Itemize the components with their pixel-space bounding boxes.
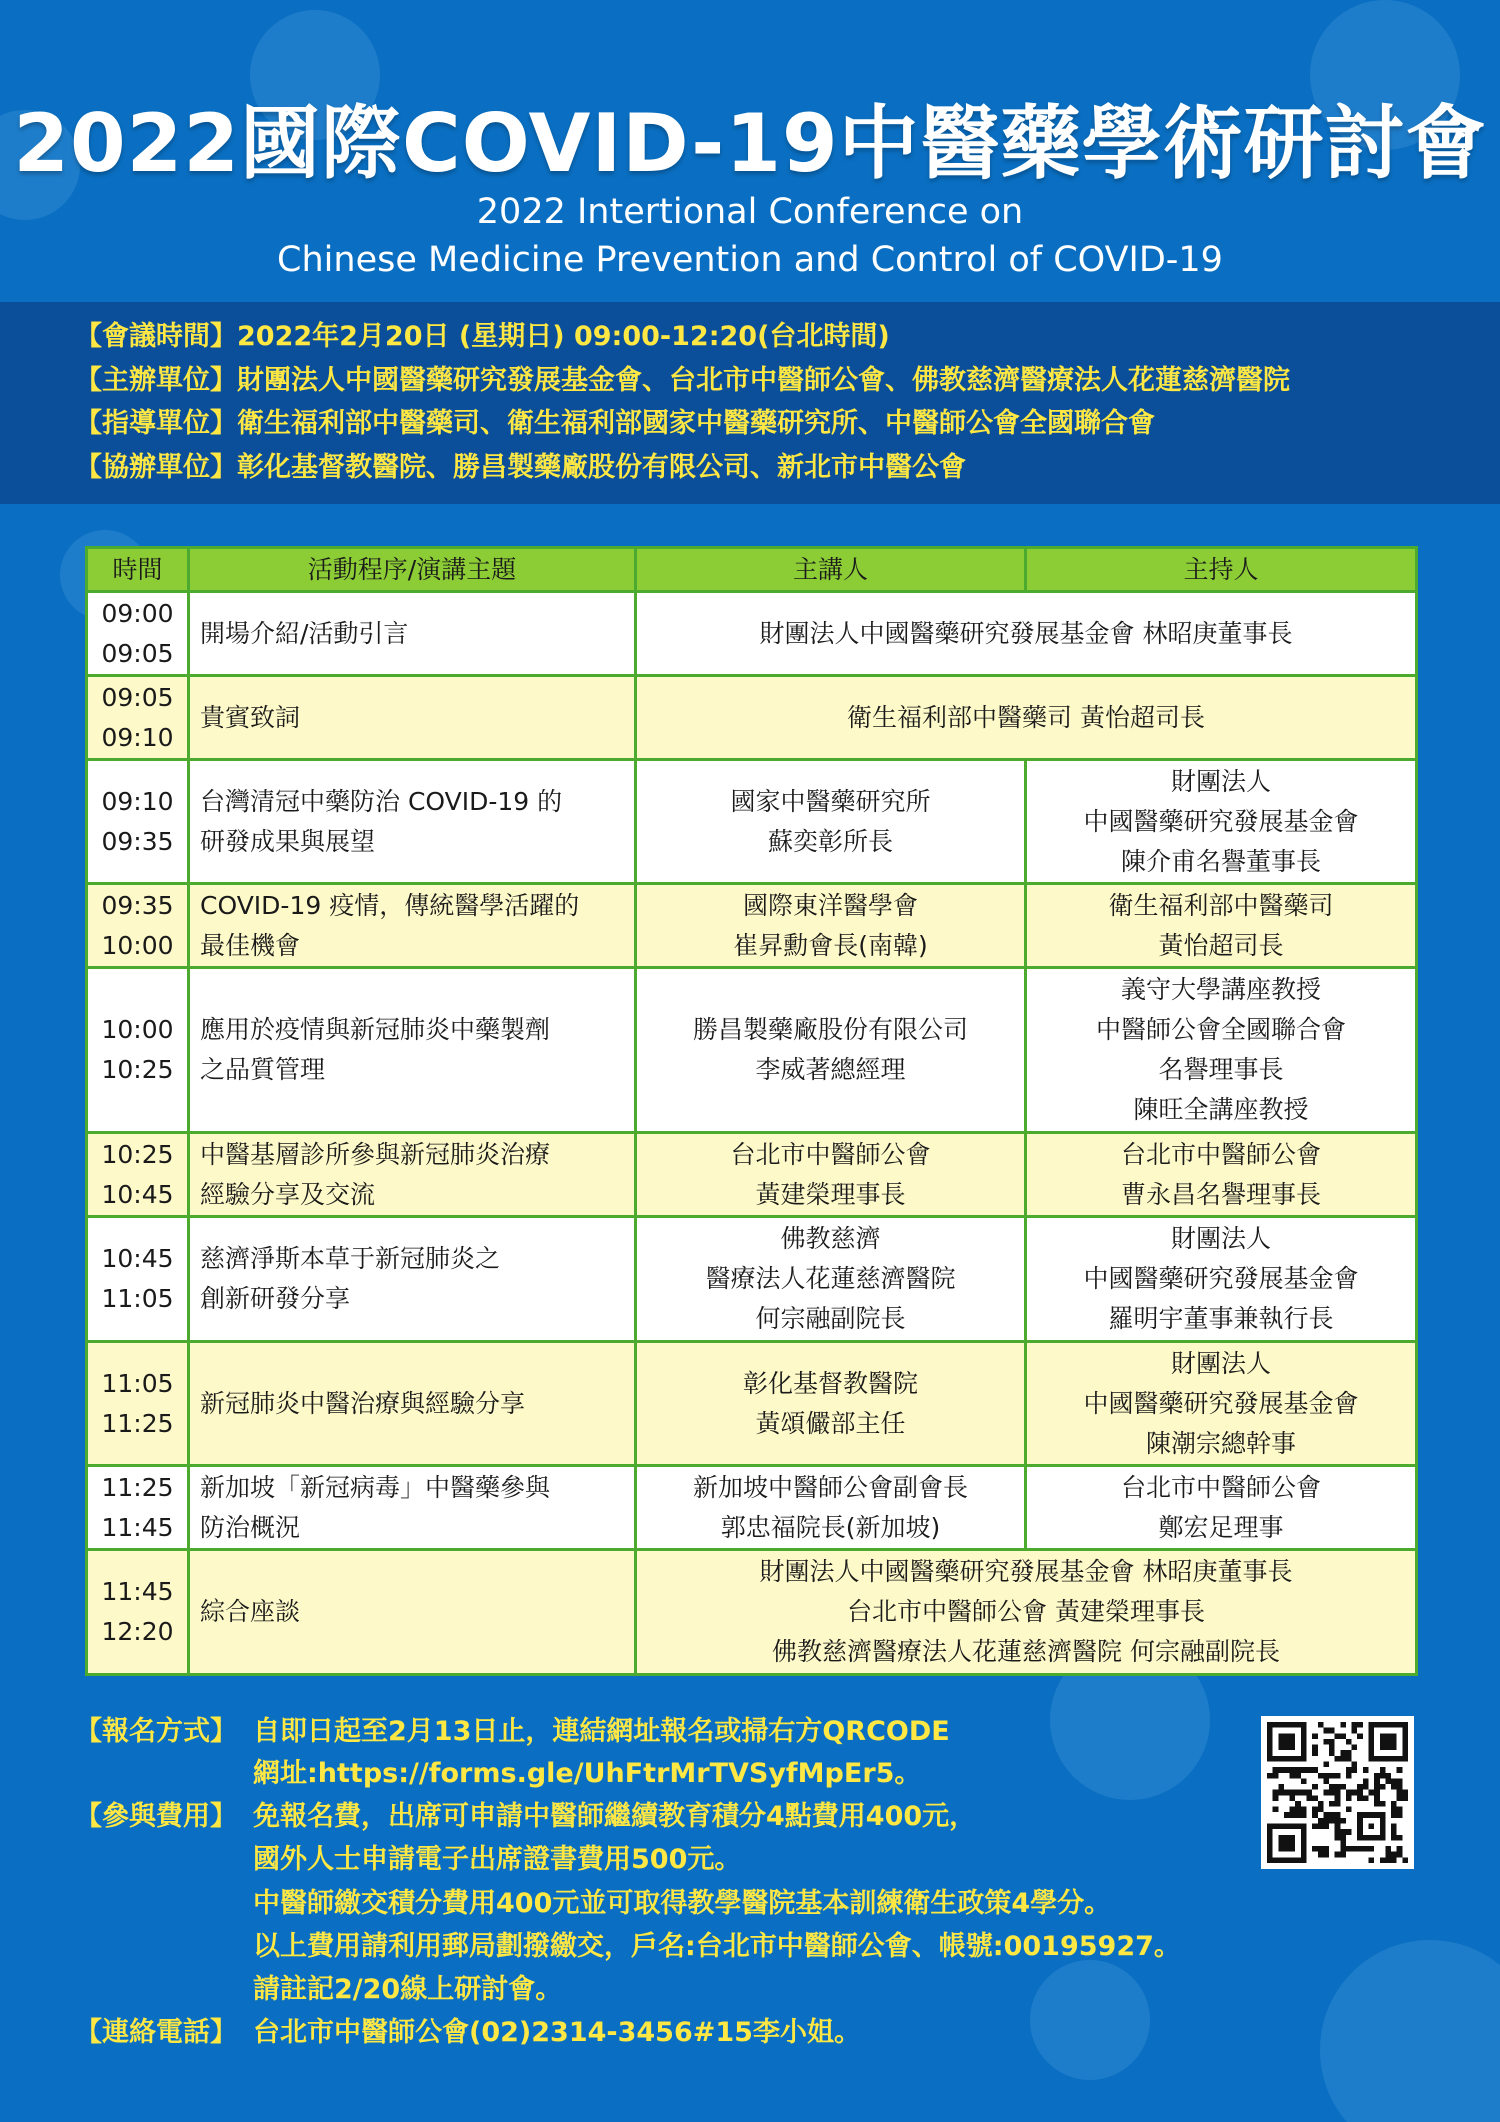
time-cell (87, 1217, 189, 1341)
cell-line: 彰化基督教醫院 (742, 1368, 918, 1398)
topic-cell (189, 592, 636, 676)
header-topic: 活動程序/演講主題 (189, 548, 636, 592)
fee-line: 請註記2/20線上研討會。 (253, 1974, 563, 2005)
table-row (87, 1133, 1417, 1217)
cell-line: 09:05 (101, 682, 174, 712)
time-cell (87, 884, 189, 968)
topic-cell (189, 1217, 636, 1341)
cell-line: 11:05 (101, 1368, 174, 1398)
table-row (87, 592, 1417, 676)
cell-line: 義守大學講座教授 (1120, 975, 1321, 1005)
time-cell (87, 592, 189, 676)
time-cell (87, 676, 189, 760)
cell-line: 09:35 (101, 826, 174, 856)
cell-line: 財團法人中國醫藥研究發展基金會 林昭庚董事長 (759, 618, 1293, 648)
cell-line: 黃頌儼部主任 (755, 1408, 906, 1438)
cell-line: 新加坡中醫師公會副會長 (692, 1472, 968, 1502)
virus-decoration (1320, 1940, 1500, 2122)
cell-line: 國家中醫藥研究所 (730, 786, 931, 816)
fee-line: 中醫師繳交積分費用400元並可取得教學醫院基本訓練衛生政策4學分。 (253, 1888, 1112, 1919)
cell-line: 財團法人 (1170, 766, 1271, 796)
cell-line: 11:45 (101, 1512, 174, 1542)
fee-line: 國外人士申請電子出席證書費用500元。 (253, 1844, 742, 1875)
virus-decoration (1030, 1960, 1150, 2080)
cell-line: 醫療法人花蓮慈濟醫院 (705, 1264, 956, 1294)
cell-line: 曹永昌名譽理事長 (1120, 1179, 1321, 1209)
cell-line: 何宗融副院長 (755, 1304, 906, 1334)
topic-cell (189, 1133, 636, 1217)
cell-line: 09:35 (101, 890, 174, 920)
time-cell (87, 760, 189, 884)
table-row (87, 676, 1417, 760)
qrcode-icon (1267, 1722, 1408, 1863)
cell-line: 最佳機會 (200, 930, 301, 960)
table-row (87, 884, 1417, 968)
speaker-host-cell (636, 1550, 1417, 1675)
cell-line: 10:45 (101, 1179, 174, 1209)
cell-line: 陳潮宗總幹事 (1145, 1428, 1296, 1458)
cell-line: 衛生福利部中醫藥司 (1108, 890, 1334, 920)
contact-text: 台北市中醫師公會(02)2314-3456#15李小姐。 (253, 2017, 861, 2048)
cell-line: 台北市中醫師公會 (730, 1139, 931, 1169)
cell-line: 10:25 (101, 1139, 174, 1169)
topic-cell (189, 760, 636, 884)
topic-cell (189, 1550, 636, 1675)
cell-line: 李威著總經理 (755, 1055, 906, 1085)
cell-line: 防治概況 (200, 1512, 301, 1542)
cell-line: 財團法人 (1170, 1224, 1271, 1254)
register-url[interactable]: 網址:https://forms.gle/UhFtrMrTVSyfMpEr5。 (253, 1758, 922, 1789)
topic-cell (189, 676, 636, 760)
cell-line: 綜合座談 (200, 1597, 301, 1627)
cell-line: 創新研發分享 (200, 1284, 351, 1314)
cell-line: 09:00 (101, 598, 174, 628)
english-title-line-2: Chinese Medicine Prevention and Control of COVID-19 (277, 240, 1223, 280)
cell-line: 台北市中醫師公會 (1120, 1472, 1321, 1502)
cell-line: 財團法人 (1170, 1348, 1271, 1378)
cell-line: 台北市中醫師公會 黃建榮理事長 (847, 1597, 1205, 1627)
host-cell (1026, 760, 1417, 884)
cell-line: 09:10 (101, 722, 174, 752)
table-row (87, 1466, 1417, 1550)
cell-line: 10:45 (101, 1244, 174, 1274)
table-row (87, 968, 1417, 1133)
time-cell (87, 968, 189, 1133)
fee-line: 免報名費，出席可申請中醫師繼續教育積分4點費用400元， (253, 1801, 977, 1832)
register-text: 自即日起至2月13日止，連結網址報名或掃右方QRCODE (253, 1716, 950, 1747)
topic-cell (189, 1341, 636, 1465)
cell-line: 10:00 (101, 1015, 174, 1045)
cell-line: 11:05 (101, 1284, 174, 1314)
cell-line: 財團法人中國醫藥研究發展基金會 林昭庚董事長 (759, 1557, 1293, 1587)
cell-line: 11:25 (101, 1472, 174, 1502)
cell-line: 陳介甫名譽董事長 (1120, 846, 1321, 876)
cell-line: 09:10 (101, 786, 174, 816)
cell-line: 鄭宏足理事 (1158, 1512, 1284, 1542)
host-cell (1026, 1466, 1417, 1550)
cell-line: 台灣清冠中藥防治 COVID-19 的 (200, 786, 563, 816)
cell-line: 黃建榮理事長 (755, 1179, 906, 1209)
cell-line: 中醫基層診所參與新冠肺炎治療 (200, 1139, 551, 1169)
cell-line: 佛教慈濟醫療法人花蓮慈濟醫院 何宗融副院長 (772, 1637, 1280, 1667)
speaker-cell (636, 1133, 1026, 1217)
speaker-cell (636, 968, 1026, 1133)
contact-label: 【連絡電話】 (75, 2017, 237, 2048)
cell-line: 勝昌製藥廠股份有限公司 (692, 1015, 968, 1045)
host-cell (1026, 1217, 1417, 1341)
time-cell (87, 1133, 189, 1217)
cell-line: 經驗分享及交流 (200, 1179, 376, 1209)
cell-line: 郭忠福院長(新加坡) (720, 1512, 941, 1542)
cell-line: 佛教慈濟 (780, 1224, 881, 1254)
speaker-cell (636, 884, 1026, 968)
cell-line: 10:00 (101, 930, 174, 960)
fee-label: 【參與費用】 (75, 1801, 237, 1832)
cell-line: 陳旺全講座教授 (1133, 1095, 1309, 1125)
fee-line: 以上費用請利用郵局劃撥繳交，戶名:台北市中醫師公會、帳號:00195927。 (253, 1931, 1181, 1962)
cell-line: 研發成果與展望 (200, 826, 376, 856)
topic-cell (189, 884, 636, 968)
qrcode-image[interactable] (1261, 1716, 1414, 1869)
host-cell (1026, 884, 1417, 968)
cell-line: 慈濟淨斯本草于新冠肺炎之 (200, 1244, 501, 1274)
speaker-cell (636, 1341, 1026, 1465)
time-cell (87, 1466, 189, 1550)
info-co-organizer: 【協辦單位】彰化基督教醫院、勝昌製藥廠股份有限公司、新北市中醫公會 (75, 452, 966, 483)
cell-line: 之品質管理 (200, 1055, 326, 1085)
info-meeting-time: 【會議時間】2022年2月20日 (星期日) 09:00-12:20(台北時間) (75, 321, 890, 352)
host-cell (1026, 1341, 1417, 1465)
schedule-table (85, 546, 1418, 1676)
table-row (87, 1550, 1417, 1675)
cell-line: 12:20 (101, 1617, 174, 1647)
cell-line: 中國醫藥研究發展基金會 (1083, 1264, 1359, 1294)
host-cell (1026, 968, 1417, 1133)
english-title-line-1: 2022 Intertional Conference on (476, 192, 1024, 232)
info-organizer: 【主辦單位】財團法人中國醫藥研究發展基金會、台北市中醫師公會、佛教慈濟醫療法人花蓮慈濟醫院 (75, 365, 1290, 396)
cell-line: 台北市中醫師公會 (1120, 1139, 1321, 1169)
speaker-cell (636, 760, 1026, 884)
speaker-cell (636, 1217, 1026, 1341)
topic-cell (189, 1466, 636, 1550)
info-supervisor: 【指導單位】衛生福利部中醫藥司、衛生福利部國家中醫藥研究所、中醫師公會全國聯合會 (75, 408, 1155, 439)
cell-line: 開場介紹/活動引言 (200, 618, 409, 648)
table-row (87, 1341, 1417, 1465)
cell-line: 黃怡超司長 (1158, 930, 1284, 960)
cell-line: 新加坡「新冠病毒」中醫藥參與 (200, 1472, 551, 1502)
cell-line: 中國醫藥研究發展基金會 (1083, 1388, 1359, 1418)
time-cell (87, 1341, 189, 1465)
cell-line: COVID-19 疫情，傳統醫學活躍的 (200, 890, 580, 920)
header-time: 時間 (87, 548, 189, 592)
cell-line: 中國醫藥研究發展基金會 (1083, 806, 1359, 836)
cell-line: 09:05 (101, 638, 174, 668)
speaker-host-cell (636, 592, 1417, 676)
cell-line: 11:25 (101, 1408, 174, 1438)
cell-line: 11:45 (101, 1577, 174, 1607)
table-row (87, 760, 1417, 884)
cell-line: 中醫師公會全國聯合會 (1095, 1015, 1346, 1045)
page-title: 2022國際COVID-19中醫藥學術研討會 (13, 97, 1487, 190)
cell-line: 崔昇勳會長(南韓) (733, 930, 928, 960)
speaker-cell (636, 1466, 1026, 1550)
cell-line: 名譽理事長 (1158, 1055, 1284, 1085)
cell-line: 新冠肺炎中醫治療與經驗分享 (200, 1388, 526, 1418)
cell-line: 衛生福利部中醫藥司 黃怡超司長 (847, 702, 1205, 732)
register-label: 【報名方式】 (75, 1716, 237, 1747)
cell-line: 貴賓致詞 (200, 702, 301, 732)
cell-line: 10:25 (101, 1055, 174, 1085)
host-cell (1026, 1133, 1417, 1217)
header-speaker: 主講人 (636, 548, 1026, 592)
time-cell (87, 1550, 189, 1675)
cell-line: 蘇奕彰所長 (767, 826, 893, 856)
cell-line: 應用於疫情與新冠肺炎中藥製劑 (200, 1015, 551, 1045)
speaker-host-cell (636, 676, 1417, 760)
cell-line: 國際東洋醫學會 (742, 890, 918, 920)
cell-line: 羅明宇董事兼執行長 (1108, 1304, 1334, 1334)
topic-cell (189, 968, 636, 1133)
table-row (87, 1217, 1417, 1341)
header-host: 主持人 (1026, 548, 1417, 592)
